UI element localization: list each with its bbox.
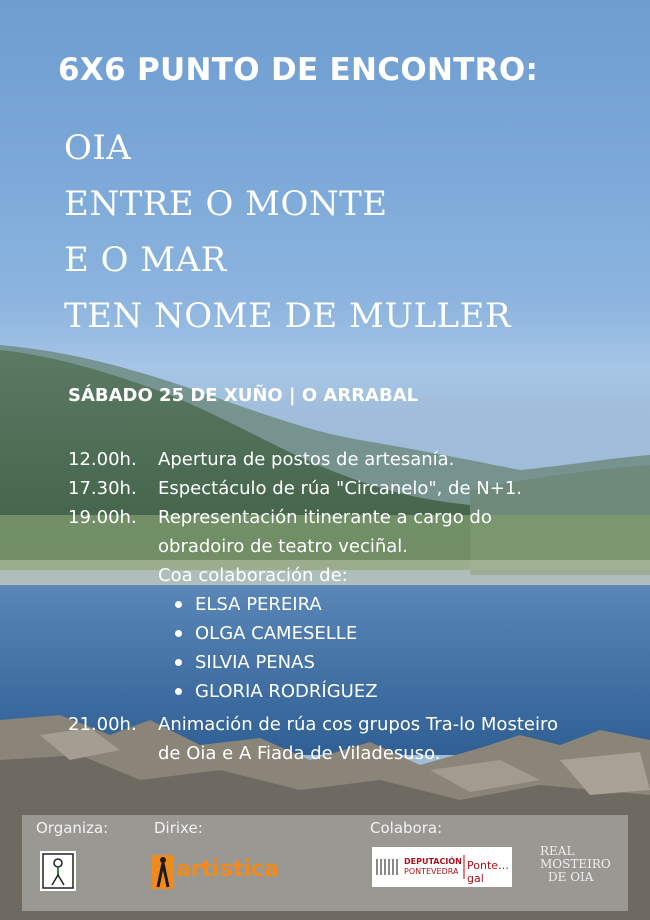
subtitle-line-3: E O MAR (64, 240, 227, 280)
event-poster: 6X6 PUNTO DE ENCONTRO: OIA ENTRE O MONTE E O MAR TEN NOME DE MULLER SÁBADO 25 DE XUÑO | O ARRABAL 12.00h. Apertura de postos de artesanía. 17.30h. Espectáculo de rúa "Circanelo", de N+1. 19.00h. Representación itinerante a cargo do obradoiro de teatro veciñal. Coa colaboración de: ELSA PEREIRA OLGA CAMESELLE SILVIA PENAS GLORIA RODRÍGUEZ 21.00h. Animación de rúa cos grupos Tra-lo Mosteiro de Oia e A Fiada de Viladesuso. Organiza: Dirixe: Colabora: artistica DEPUTACIÓN PONTEVEDRA Ponte…gal REAL MOSTEIRO DE OIA (0, 0, 650, 920)
bullet-icon (175, 601, 182, 608)
event-date-location: SÁBADO 25 DE XUÑO | O ARRABAL (68, 385, 419, 406)
subtitle-line-1: OIA (64, 128, 132, 168)
schedule-description: Representación itinerante a cargo do (158, 507, 492, 528)
deputacion-pontevedra-logo (372, 847, 512, 887)
collaboration-heading: Coa colaboración de: (158, 565, 348, 586)
bullet-icon (175, 688, 182, 695)
rm-line-2: MOSTEIRO (540, 857, 611, 871)
rm-line-3: DE OIA (548, 870, 594, 884)
deputacion-text: DEPUTACIÓN (404, 857, 462, 866)
pontegal-text: Ponte…gal (467, 859, 510, 885)
subtitle-line-2: ENTRE O MONTE (64, 184, 388, 224)
real-mosteiro-oia-logo (540, 845, 610, 895)
organiza-label: Organiza: (36, 819, 109, 837)
sponsors-footer (22, 815, 628, 911)
oia-logo-icon (40, 851, 76, 891)
schedule-time: 19.00h. (68, 507, 137, 528)
bullet-icon (175, 630, 182, 637)
schedule-time: 21.00h. (68, 714, 137, 735)
subtitle-line-4: TEN NOME DE MULLER (64, 296, 512, 336)
schedule-description: Apertura de postos de artesanía. (158, 449, 455, 470)
rm-line-1: REAL (540, 844, 575, 858)
schedule-time: 12.00h. (68, 449, 137, 470)
schedule-time: 17.30h. (68, 478, 137, 499)
artistica-logo (152, 851, 282, 891)
colabora-label: Colabora: (370, 819, 443, 837)
schedule-description: obradoiro de teatro veciñal. (158, 536, 409, 557)
pontevedra-text: PONTEVEDRA (404, 867, 459, 876)
schedule-description: de Oia e A Fiada de Viladesuso. (158, 743, 441, 764)
bullet-icon (175, 659, 182, 666)
dirixe-label: Dirixe: (154, 819, 203, 837)
poster-title: 6X6 PUNTO DE ENCONTRO: (58, 52, 539, 88)
concello-oia-logo (40, 851, 76, 891)
schedule-description: Espectáculo de rúa "Circanelo", de N+1. (158, 478, 522, 499)
schedule-description: Animación de rúa cos grupos Tra-lo Mosteiro (158, 714, 558, 735)
artistica-logo-text: artistica (176, 857, 279, 882)
